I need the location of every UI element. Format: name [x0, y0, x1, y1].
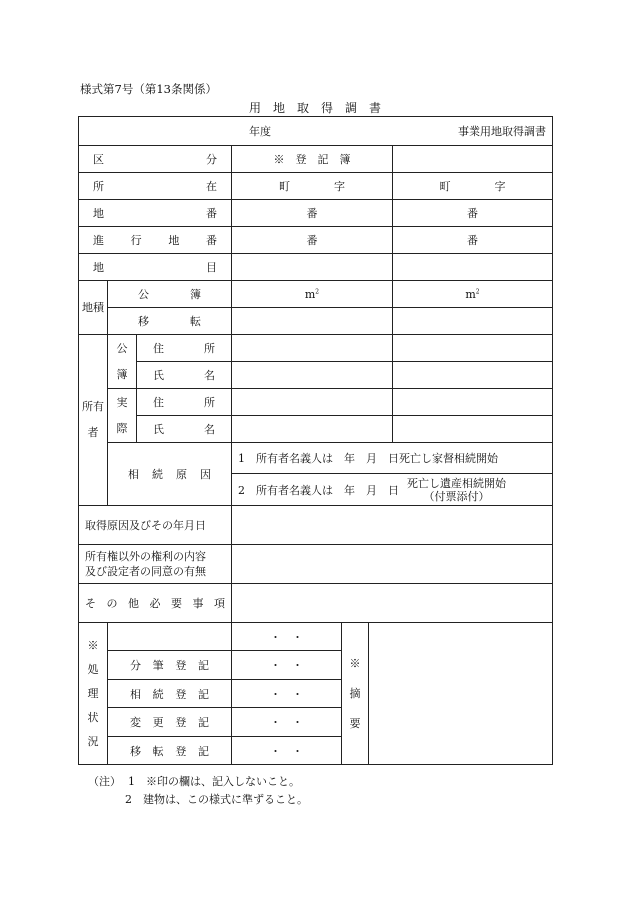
shinko-col2[interactable]: 番 [393, 227, 553, 254]
chiseki-koubo-label: 公 簿 [108, 281, 232, 308]
koubo-label: 公簿 [108, 335, 137, 389]
jissai-address-col2[interactable] [393, 389, 553, 416]
acquisition-cause-value[interactable] [232, 506, 553, 545]
kubun-label: 区 分 [79, 146, 232, 173]
processing-item-2: 相続登記 [108, 680, 232, 708]
inheritance-option-2-text: 2 所有者名義人は 年 月 日 [238, 483, 399, 497]
acquisition-cause-label: 取得原因及びその年月日 [79, 506, 232, 545]
inheritance-option-2[interactable] [232, 474, 553, 506]
tekiyo-label: ※摘要 [342, 623, 369, 765]
processing-date-4[interactable]: ・ ・ [232, 737, 342, 765]
land-acquisition-table [78, 116, 553, 765]
processing-date-1[interactable]: ・ ・ [232, 651, 342, 680]
jissai-address-label: 住 所 [137, 389, 232, 416]
chiseki-iten-label: 移 転 [108, 308, 232, 335]
other-items-value[interactable] [232, 584, 553, 623]
shozai-label: 所 在 [79, 173, 232, 200]
koubo-address-col1[interactable] [232, 335, 393, 362]
chiban-col2[interactable]: 番 [393, 200, 553, 227]
other-rights-label: 所有権以外の権利の内容 及び設定者の同意の有無 [79, 545, 232, 584]
chiseki-group-label: 地積 [79, 281, 108, 335]
koubo-name-col2[interactable] [393, 362, 553, 389]
fiscal-year-row [79, 117, 553, 146]
processing-item-3: 変更登記 [108, 708, 232, 737]
inheritance-option-2-attach: （付票添付） [423, 489, 490, 503]
chiban-col1[interactable]: 番 [232, 200, 393, 227]
kubun-col2[interactable] [393, 146, 553, 173]
processing-status-label: ※処理状況 [79, 623, 108, 765]
chiseki-koubo-col1[interactable]: $m^2$ [232, 281, 393, 308]
other-items-label: その他必要事項 [79, 584, 232, 623]
shozai-col2[interactable]: 町 字 [393, 173, 553, 200]
chiseki-iten-col1[interactable] [232, 308, 393, 335]
processing-item-1: 分筆登記 [108, 651, 232, 680]
chiseki-iten-col2[interactable] [393, 308, 553, 335]
chimoku-label: 地 目 [79, 254, 232, 281]
note-2: 2 建物は、この様式に準ずること。 [125, 793, 308, 806]
processing-item-0 [108, 623, 232, 651]
shinko-label: 進行地番 [79, 227, 232, 254]
processing-item-4: 移転登記 [108, 737, 232, 765]
owner-group-label: 所有者 [79, 335, 108, 506]
jissai-address-col1[interactable] [232, 389, 393, 416]
registry-header: ※ 登 記 簿 [232, 146, 393, 173]
processing-date-2[interactable]: ・ ・ [232, 680, 342, 708]
inheritance-cause-label: 相続原因 [108, 443, 232, 506]
note-1: （注） 1 ※印の欄は、記入しないこと。 [88, 775, 300, 788]
jissai-name-col1[interactable] [232, 416, 393, 443]
processing-date-0[interactable]: ・ ・ [232, 623, 342, 651]
jissai-name-col2[interactable] [393, 416, 553, 443]
form-title: 用 地 取 得 調 書 [248, 101, 381, 115]
form-number: 様式第7号（第13条関係） [80, 82, 217, 96]
shinko-col1[interactable]: 番 [232, 227, 393, 254]
processing-date-3[interactable]: ・ ・ [232, 708, 342, 737]
jissai-label: 実際 [108, 389, 137, 443]
chiban-label: 地 番 [79, 200, 232, 227]
koubo-name-label: 氏 名 [137, 362, 232, 389]
tekiyo-value[interactable] [369, 623, 553, 765]
chimoku-col2[interactable] [393, 254, 553, 281]
inheritance-option-2-detail: 死亡し遺産相続開始 [407, 476, 506, 490]
chiseki-koubo-col2[interactable]: $m^2$ [393, 281, 553, 308]
notes [88, 773, 308, 809]
koubo-address-col2[interactable] [393, 335, 553, 362]
inheritance-option-1[interactable]: 1 所有者名義人は 年 月 日死亡し家督相続開始 [232, 443, 553, 474]
year-label: 年度 [249, 125, 271, 138]
doc-name: 事業用地取得調書 [458, 125, 546, 138]
other-rights-value[interactable] [232, 545, 553, 584]
koubo-address-label: 住 所 [137, 335, 232, 362]
chimoku-col1[interactable] [232, 254, 393, 281]
koubo-name-col1[interactable] [232, 362, 393, 389]
shozai-col1[interactable]: 町 字 [232, 173, 393, 200]
jissai-name-label: 氏 名 [137, 416, 232, 443]
